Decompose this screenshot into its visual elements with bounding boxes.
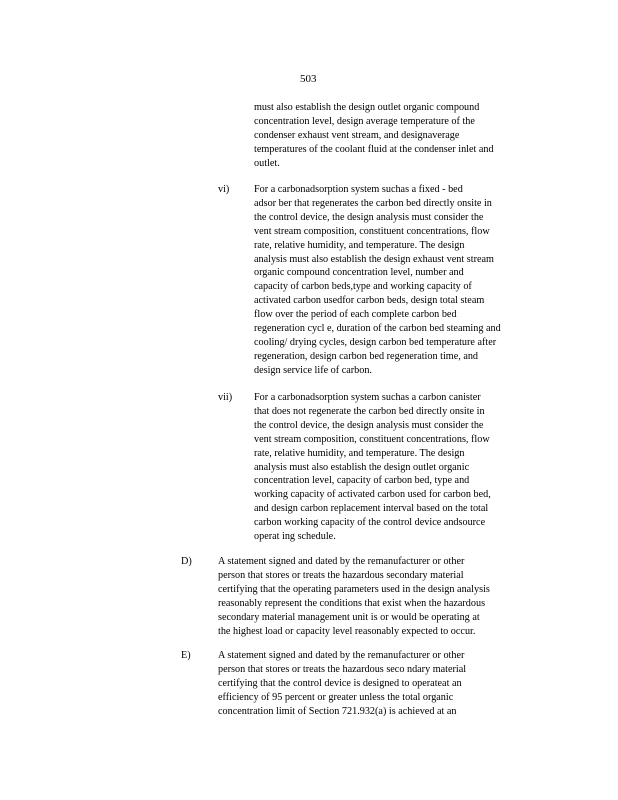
paragraph-line: must also establish the design outlet organic compound xyxy=(254,102,480,113)
paragraph-line: working capacity of activated carbon used for carbon bed, xyxy=(254,489,491,501)
item-vi-paragraph xyxy=(254,183,544,378)
paragraph-line: vent stream composition, constituent concentrations, flow xyxy=(254,225,490,237)
paragraph-line: design service life of carbon. xyxy=(254,364,372,376)
item-marker-vi: vi) xyxy=(218,184,230,195)
paragraph-line: cooling/ drying cycles, design carbon bed temperature after xyxy=(254,336,497,348)
paragraph-line: efficiency of 95 percent or greater unless the total organic xyxy=(218,691,454,703)
paragraph-line: reasonably represent the conditions that exist when the hazardous xyxy=(218,597,486,609)
page-number: 503 xyxy=(300,73,317,85)
paragraph-line: vent stream composition, constituent concentrations, flow xyxy=(254,433,490,445)
paragraph-line: activated carbon usedfor carbon beds, design total steam xyxy=(254,295,485,307)
paragraph-line: the control device, the design analysis must consider the xyxy=(254,211,484,223)
paragraph-line: person that stores or treats the hazardous seco ndary material xyxy=(218,663,467,675)
paragraph-line: organic compound concentration level, number and xyxy=(254,267,464,279)
paragraph-line: and design carbon replacement interval based on the total xyxy=(254,503,489,515)
paragraph-line: secondary material management unit is or would be operating at xyxy=(218,611,480,623)
paragraph-line: that does not regenerate the carbon bed directly onsite in xyxy=(254,405,485,417)
paragraph-line: For a carbonadsorption system suchas a fixed - bed xyxy=(254,184,463,195)
paragraph-line: condenser exhaust vent stream, and designaverage xyxy=(254,129,460,141)
paragraph-line: operat ing schedule. xyxy=(254,531,336,543)
intro-paragraph xyxy=(254,101,544,171)
paragraph-line: person that stores or treats the hazardous secondary material xyxy=(218,569,464,581)
paragraph-line: the control device, the design analysis must consider the xyxy=(254,419,484,431)
paragraph-line: carbon working capacity of the control device andsource xyxy=(254,517,486,529)
item-vii-paragraph xyxy=(254,391,544,544)
paragraph-line: regeneration, design carbon bed regeneration time, and xyxy=(254,350,479,362)
paragraph-line: A statement signed and dated by the remanufacturer or other xyxy=(218,650,465,661)
paragraph-line: concentration limit of Section 721.932(a) is achieved at an xyxy=(218,705,457,717)
paragraph-line: concentration level, design average temperature of the xyxy=(254,115,475,127)
paragraph-line: rate, relative humidity, and temperature. The design xyxy=(254,447,465,459)
paragraph-line: the highest load or capacity level reasonably expected to occur. xyxy=(218,625,476,637)
item-marker-e: E) xyxy=(181,650,191,661)
paragraph-line: temperatures of the coolant fluid at the condenser inlet and xyxy=(254,143,494,155)
paragraph-line: analysis must also establish the design exhaust vent stream xyxy=(254,253,494,265)
paragraph-line: flow over the period of each complete carbon bed xyxy=(254,309,457,321)
paragraph-line: A statement signed and dated by the remanufacturer or other xyxy=(218,556,465,567)
paragraph-line: outlet. xyxy=(254,157,280,169)
paragraph-line: For a carbonadsorption system suchas a carbon canister xyxy=(254,392,481,403)
paragraph-line: capacity of carbon beds,type and working capacity of xyxy=(254,281,472,293)
paragraph-line: certifying that the control device is designed to operateat an xyxy=(218,677,462,689)
paragraph-line: rate, relative humidity, and temperature. The design xyxy=(254,239,465,251)
item-marker-vii: vii) xyxy=(218,392,233,403)
paragraph-line: adsor ber that regenerates the carbon bed directly onsite in xyxy=(254,197,492,209)
item-d-paragraph xyxy=(218,555,548,638)
item-e-paragraph xyxy=(218,649,548,719)
paragraph-line: analysis must also establish the design outlet organic xyxy=(254,461,470,473)
paragraph-line: regeneration cycl e, duration of the carbon bed steaming and xyxy=(254,323,501,335)
paragraph-line: certifying that the operating parameters used in the design analysis xyxy=(218,583,490,595)
item-marker-d: D) xyxy=(181,556,192,567)
paragraph-line: concentration level, capacity of carbon bed, type and xyxy=(254,475,470,487)
